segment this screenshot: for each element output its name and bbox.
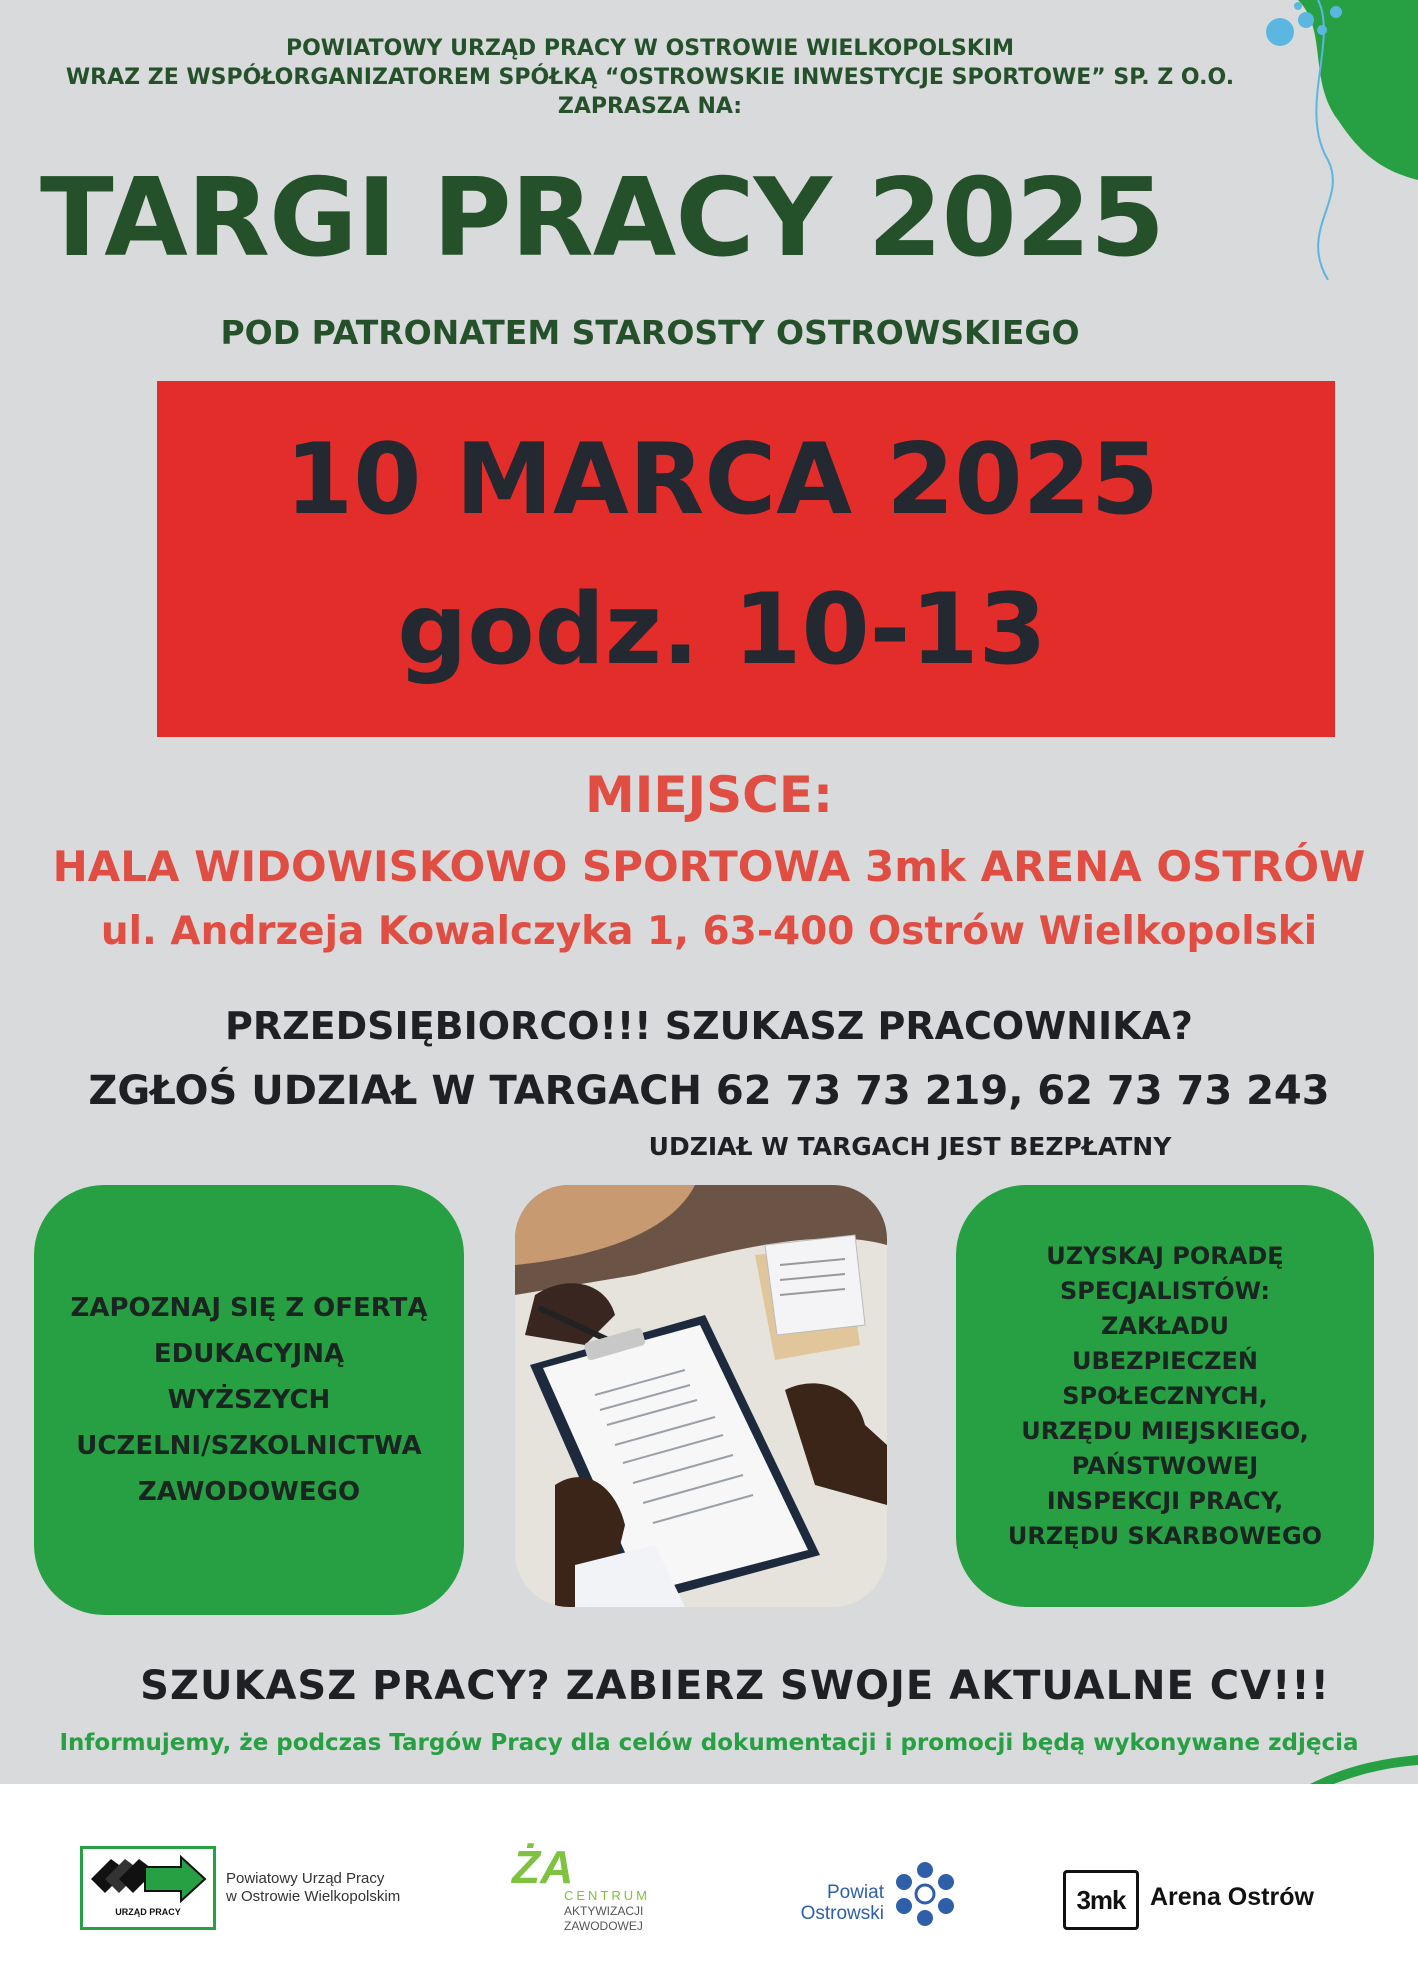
advice-card-line: SPOŁECZNYCH, [1062, 1381, 1268, 1410]
powiat-logo-text [776, 1882, 884, 1924]
advice-card-line: SPECJALISTÓW: [1059, 1276, 1270, 1305]
patronage: POD PATRONATEM STAROSTY OSTROWSKIEGO [220, 313, 1080, 352]
advice-card-line: PAŃSTWOWEJ [1071, 1451, 1259, 1480]
powiat-flower-icon [893, 1858, 957, 1932]
pup-logo-icon [83, 1849, 213, 1905]
education-card [34, 1185, 464, 1615]
location-address: ul. Andrzeja Kowalczyka 1, 63-400 Ostrów Wielkopolski [100, 909, 1318, 954]
advice-card-line: UZYSKAJ PORADĘ [1046, 1241, 1284, 1270]
photo-notice: Informujemy, że podczas Targów Pracy dla celów dokumentacji i promocji będą wykonywane zdjęcia [59, 1730, 1359, 1756]
page-title: TARGI PRACY 2025 [40, 156, 1165, 281]
arena-logo-mark [1063, 1870, 1139, 1930]
advice-card-line: INSPEKCJI PRACY, [1046, 1486, 1284, 1515]
cv-call: SZUKASZ PRACY? ZABIERZ SWOJE AKTUALNE CV!!! [140, 1663, 1330, 1709]
participation-free: UDZIAŁ W TARGACH JEST BEZPŁATNY [648, 1132, 1172, 1161]
pup-name-line: w Ostrowie Wielkopolskim [226, 1888, 401, 1905]
pup-badge: URZĄD PRACY [115, 1907, 181, 1917]
footer-logos [0, 1784, 1418, 1985]
education-card-line: EDUKACYJNĄ [153, 1339, 345, 1369]
employer-question: PRZEDSIĘBIORCO!!! SZUKASZ PRACOWNIKA? [225, 1004, 1193, 1048]
pup-name [226, 1870, 400, 1906]
advice-card-line: URZĘDU MIEJSKIEGO, [1021, 1416, 1309, 1445]
caz-line: AKTYWIZACJI [564, 1904, 644, 1918]
education-card-line: ZAPOZNAJ SIĘ Z OFERTĄ [70, 1293, 428, 1323]
employer-register: ZGŁOŚ UDZIAŁ W TARGACH 62 73 73 219, 62 73 73 243 [88, 1068, 1330, 1114]
advice-card-line: ZAKŁADU [1101, 1311, 1229, 1340]
powiat-line: Powiat [826, 1882, 884, 1903]
pup-logo [80, 1846, 216, 1930]
header-invite: ZAPRASZA NA: [557, 94, 743, 119]
pup-name-line: Powiatowy Urząd Pracy [226, 1870, 385, 1887]
cv-photo [515, 1185, 887, 1607]
advice-card [956, 1185, 1374, 1607]
date-box [157, 381, 1335, 737]
header-coorganizer: WRAZ ZE WSPÓŁORGANIZATOREM SPÓŁKĄ “OSTROWSKIE INWESTYCJE SPORTOWE” SP. Z O.O. [65, 65, 1235, 90]
caz-logo [508, 1840, 678, 1940]
event-date: 10 MARCA 2025 [285, 423, 1159, 537]
event-hours: godz. 10-13 [397, 573, 1047, 687]
advice-card-line: URZĘDU SKARBOWEGO [1007, 1521, 1323, 1550]
advice-card-line: UBEZPIECZEŃ [1071, 1346, 1258, 1375]
education-card-line: WYŻSZYCH [167, 1385, 331, 1415]
arena-name: Arena Ostrów [1150, 1883, 1314, 1911]
location-venue: HALA WIDOWISKOWO SPORTOWA 3mk ARENA OSTRÓW [52, 842, 1366, 891]
caz-line: CENTRUM [564, 1888, 650, 1903]
caz-mark: ŻA [512, 1841, 574, 1893]
education-card-line: ZAWODOWEGO [137, 1477, 361, 1507]
education-card-line: UCZELNI/SZKOLNICTWA [76, 1431, 422, 1461]
location-label: MIEJSCE: [585, 766, 833, 824]
caz-line: ZAWODOWEJ [564, 1919, 643, 1933]
arena-mark-text: 3mk [1076, 1884, 1126, 1915]
powiat-line: Ostrowski [800, 1903, 884, 1924]
header-organizer: POWIATOWY URZĄD PRACY W OSTROWIE WIELKOPOLSKIM [285, 36, 1015, 61]
